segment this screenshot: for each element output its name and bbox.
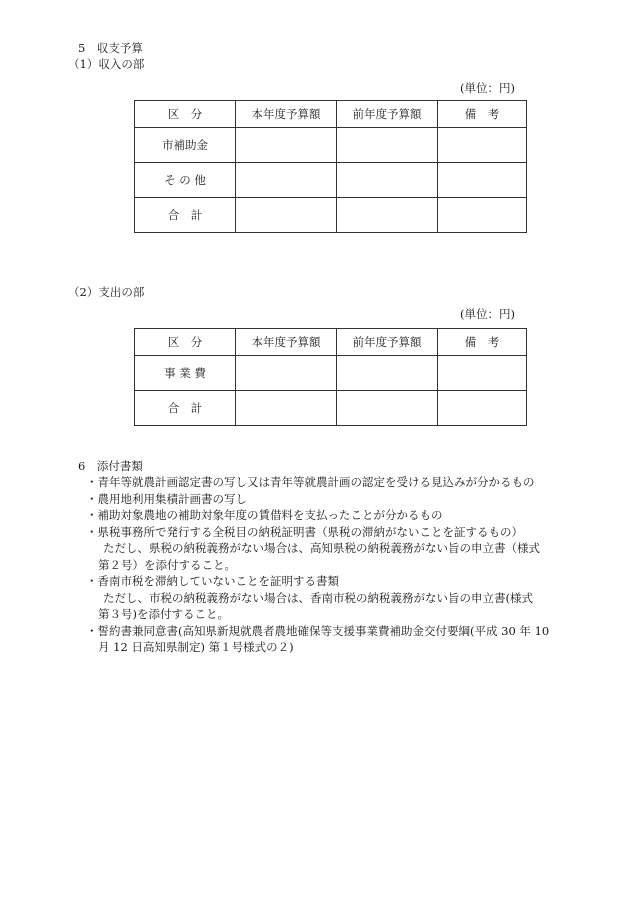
expense-table xyxy=(134,328,527,426)
expense-subtitle: （2）支出の部 xyxy=(68,285,145,299)
cell-remarks xyxy=(438,163,527,198)
section6-title: 6 添付書類 xyxy=(78,459,143,473)
header-previous-budget: 前年度予算額 xyxy=(337,329,438,356)
cell-current xyxy=(236,391,337,426)
table-header-row xyxy=(135,329,527,356)
expense-unit-label: (単位：円) xyxy=(460,307,515,321)
cell-previous xyxy=(337,163,438,198)
table-row xyxy=(135,128,527,163)
income-subtitle: （1）収入の部 xyxy=(68,57,145,71)
cell-remarks xyxy=(438,391,527,426)
row-label: 合 計 xyxy=(135,198,236,233)
cell-previous xyxy=(337,391,438,426)
table-row xyxy=(135,391,527,426)
list-item: ・補助対象農地の補助対象年度の賃借料を支払ったことが分かるもの xyxy=(86,508,443,522)
cell-current xyxy=(236,163,337,198)
row-label: 市補助金 xyxy=(135,128,236,163)
table-row xyxy=(135,163,527,198)
row-label: そ の 他 xyxy=(135,163,236,198)
cell-current xyxy=(236,198,337,233)
row-label: 事 業 費 xyxy=(135,356,236,391)
header-category: 区 分 xyxy=(135,101,236,128)
list-item: ・香南市税を滞納していないことを証明する書類 xyxy=(86,574,339,588)
cell-previous xyxy=(337,356,438,391)
header-remarks: 備 考 xyxy=(438,101,527,128)
cell-current xyxy=(236,128,337,163)
cell-remarks xyxy=(438,198,527,233)
cell-remarks xyxy=(438,128,527,163)
list-item-note: 第３号)を添付すること。 xyxy=(98,607,229,621)
income-table xyxy=(134,100,527,233)
header-previous-budget: 前年度予算額 xyxy=(337,101,438,128)
list-item: ・誓約書兼同意書(高知県新規就農者農地確保等支援事業費補助金交付要綱(平成 30 年 10 xyxy=(86,623,550,638)
table-header-row xyxy=(135,101,527,128)
income-unit-label: (単位：円) xyxy=(460,81,515,95)
list-item-note: ただし、市税の納税義務がない場合は、香南市税の納税義務がない旨の申立書(様式 xyxy=(103,590,533,605)
list-item: ・農用地利用集積計画書の写し xyxy=(86,491,247,506)
list-item-note: ただし、県税の納税義務がない場合は、高知県税の納税義務がない旨の申立書（様式 xyxy=(103,541,540,555)
cell-remarks xyxy=(438,356,527,391)
list-item-note: 第２号）を添付すること。 xyxy=(98,557,236,572)
header-remarks: 備 考 xyxy=(438,329,527,356)
list-item: ・青年等就農計画認定書の写し又は青年等就農計画の認定を受ける見込みが分かるもの xyxy=(86,475,535,489)
section5-title: 5 収支予算 xyxy=(78,41,143,55)
cell-previous xyxy=(337,128,438,163)
header-current-budget: 本年度予算額 xyxy=(236,101,337,128)
cell-previous xyxy=(337,198,438,233)
table-row xyxy=(135,356,527,391)
list-item: ・県税事務所で発行する全税目の納税証明書（県税の滞納がないことを証するもの） xyxy=(86,524,523,539)
header-category: 区 分 xyxy=(135,329,236,356)
attachment-list xyxy=(86,474,586,656)
cell-current xyxy=(236,356,337,391)
row-label: 合 計 xyxy=(135,391,236,426)
header-current-budget: 本年度予算額 xyxy=(236,329,337,356)
list-item-note: 月 12 日高知県制定) 第１号様式の２) xyxy=(98,640,294,654)
table-row xyxy=(135,198,527,233)
